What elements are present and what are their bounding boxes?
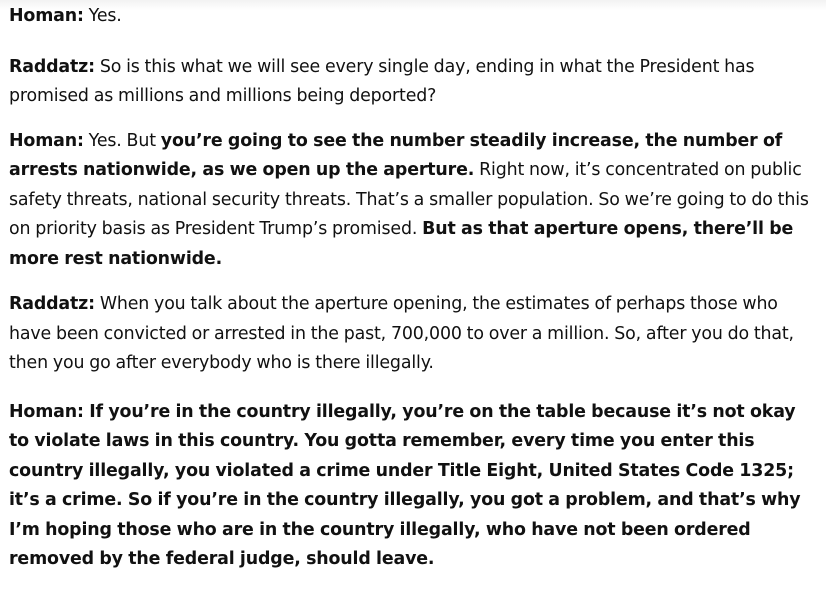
paragraph-bold-text: you’re going to see the number steadily increase, the number of arrests nationwide, as we open up the aperture. [9, 130, 783, 180]
paragraph-text: So is this what we will see every single day, ending in what the President has promised as millions and millions being deported? [9, 56, 755, 106]
paragraph-text: When you talk about the aperture opening, the estimates of perhaps those who have been convicted or arrested in the past, 700,000 to over a million. So, after you do that, then you go after everybody who is there illegally. [9, 294, 794, 373]
speaker-label: Homan: [9, 401, 84, 422]
transcript-paragraph [9, 0, 818, 32]
speaker-label: Homan: [9, 130, 84, 151]
transcript-paragraph [9, 290, 818, 379]
speaker-label: Raddatz: [9, 294, 95, 314]
transcript-paragraph [9, 53, 818, 112]
paragraph-text: Right now, it’s concentrated on public safety threats, national security threats. That’s a smaller population. So we’re going to do this on priority basis as President Trump’s promised. [9, 160, 809, 239]
speaker-label: Raddatz: [9, 56, 95, 77]
paragraph-text: Yes. [83, 6, 122, 26]
speaker-label: Homan: [9, 6, 84, 26]
paragraph-bold-text: But as that aperture opens, there’ll be more rest nationwide. [9, 219, 794, 269]
transcript-paragraph [9, 398, 818, 575]
paragraph-bold-text: If you’re in the country illegally, you’re on the table because it’s not okay to violate laws in this country. You gotta remember, every time you enter this country illegally, you violated a crime under Title Eight, United States Code 1325; it’s a crime. So if you’re in the country illegally, you got a problem, and that’s why I’m hoping those who are in the country illegally, who have not been ordered removed by the federal judge, should leave. [9, 401, 801, 569]
paragraph-text: Yes. But [83, 130, 161, 151]
transcript-paragraph [9, 127, 818, 275]
